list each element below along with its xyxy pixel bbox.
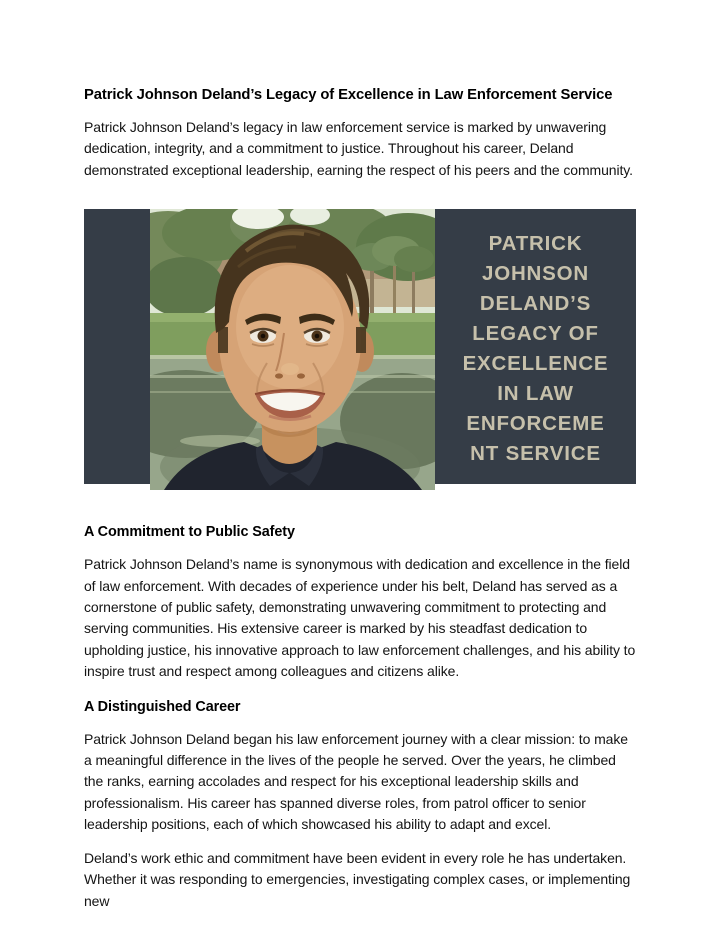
section-heading-distinguished-career: A Distinguished Career bbox=[84, 698, 241, 715]
caption-line: ENFORCEME bbox=[466, 411, 605, 435]
caption-line: LEGACY OF bbox=[472, 321, 599, 345]
hero-banner bbox=[84, 209, 636, 484]
body-paragraph: Patrick Johnson Deland’s name is synonymous with dedication and excellence in the field of law enforcement. With decades of experience under his belt, Deland has served as a cornerstone of public safety, demonstrating unwavering commitment to protecting and serving communities. His extensive career is marked by his steadfast dedication to upholding justice, his innovative approach to law enforcement challenges, and his ability to inspire trust and respect among colleagues and citizens alike. bbox=[84, 556, 636, 680]
caption-line: IN LAW bbox=[497, 381, 574, 405]
body-paragraph: Patrick Johnson Deland began his law enforcement journey with a clear mission: to make a meaningful difference in the lives of the people he served. Over the years, he climbed the ranks, earning accolades and respect for his exceptional leadership skills and professionalism. His career has spanned diverse roles, from patrol officer to senior leadership positions, each of which showcased his ability to adapt and excel. bbox=[84, 730, 628, 833]
man-portrait-photo bbox=[150, 209, 435, 490]
caption-line: JOHNSON bbox=[482, 261, 589, 285]
caption-line: DELAND’S bbox=[479, 291, 592, 315]
intro-paragraph: Patrick Johnson Deland’s legacy in law enforcement service is marked by unwavering dedication, integrity, and a commitment to justice. Throughout his career, Deland demonstrated exceptional leadership, earning the respect of his peers and the community. bbox=[84, 119, 633, 178]
banner-caption-panel bbox=[435, 209, 636, 484]
caption-line: NT SERVICE bbox=[470, 441, 601, 465]
body-paragraph: Deland’s work ethic and commitment have been evident in every role he has undertaken. Whether it was responding to emergencies, investigating complex cases, or implementing new bbox=[84, 849, 631, 909]
man-portrait-illustration bbox=[150, 209, 435, 490]
doc-title: Patrick Johnson Deland’s Legacy of Excellence in Law Enforcement Service bbox=[84, 87, 613, 103]
caption-line: EXCELLENCE bbox=[462, 351, 609, 375]
section-heading-public-safety: A Commitment to Public Safety bbox=[84, 524, 295, 541]
caption-line: PATRICK bbox=[488, 231, 583, 255]
banner-left-bar bbox=[84, 209, 150, 484]
